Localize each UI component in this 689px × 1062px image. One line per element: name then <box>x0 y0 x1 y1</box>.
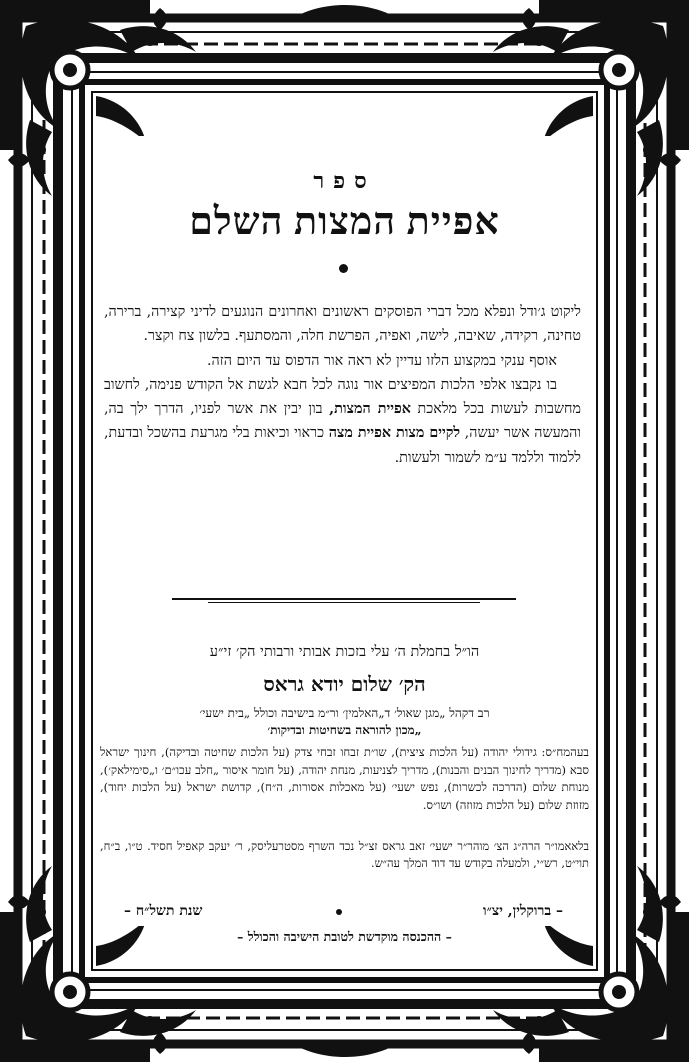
intro-paragraph-3 <box>104 373 581 470</box>
intro-p3-mid: בון יבין את אשר לפניו, הדרך ילך בה, והמעשה אשר יעשה, <box>104 401 582 442</box>
author-institute: „מכון להוראה בשחיטות ובדיקות׳ <box>267 723 422 737</box>
lineage-text: בלאאמו״ר הרה״ג הצ׳ מוהר״ר ישעי׳ זאב גראס זצ״ל נכד השרף מסטרעליסק, ר׳ יעקב קאפיל חסיד. ט״ו, ב״ח, תוי״ט, רש״י, ולמעלה בקודש עד דוד המלך עה״ש. <box>100 839 589 870</box>
imprint-year: שנת תשל״ח – <box>124 903 203 919</box>
proceeds-note: – ההכנסה מוקדשת לטובת הישיבה והכולל – <box>237 929 452 944</box>
imprint-dot <box>336 909 342 915</box>
divider-rule <box>172 598 516 600</box>
author-works <box>100 744 589 814</box>
intro-text <box>104 300 581 470</box>
author-name: הק׳ שלום יודא גראס <box>263 672 426 696</box>
title-page <box>96 140 593 944</box>
works-text: בעהמח״ס: גידולי יהודה (על הלכות ציצית), שו״ת זבחו זבחי צדק (על הלכות שחיטה ובדיקה), חינוך ישראל סבא (מדריך לחינוך הבנים והבנות), מדריך לצניעות, מנחת יהודה, (על חומר איסור „חלב עכו״ם׳ ו„סימילאק׳), מנוחת שלום (הדרכה לכשרות), נפש ישעי׳ (על מאכלות אסורות, ה״ח), קדושת ישראל (על הלכות יחוד), מזוזת שלום (על הלכות מזוזה) ושו״ס. <box>100 745 589 812</box>
author-lineage <box>100 838 589 872</box>
ornament-dot <box>339 264 348 273</box>
intro-p3-post: כראוי וכיאות בלי מגרעת בהשכל ובדעת, ללמוד וללמד ע״מ לשמור ולעשות. <box>104 425 581 466</box>
divider-rule-thin <box>208 602 480 603</box>
intro-paragraph-2: אוסף ענקי במקצוע הלזו עדיין לא ראה אור הדפוס עד היום הזה. <box>206 352 557 369</box>
book-label: ספר <box>313 168 376 194</box>
intro-paragraph-1: ליקוט ג׳ודל ונפלא מכל דברי הפוסקים ראשונים ואחרונים הנוגעים לדיני קצירה, ברירה, טחינה, רקידה, שאיבה, לישה, ואפיה, הפרשת חלה, והמסתעף. בלשון צח וקצר. <box>104 304 581 345</box>
author-title: רב דקהל „מגן שאול׳ ד„האלמין׳ ור״מ בישיבה וכולל „בית ישעי׳ <box>199 706 490 720</box>
intro-p3-pre: בו נקבצו אלפי הלכות המפיצים אור נוגה לכל חבא לגשת אל הקודש פנימה, לחשוב מחשבות לעשות בכל מלאכת <box>104 376 581 418</box>
dedication-line: הו״ל בחמלת ה׳ עלי בזכות אבותי ורבותי הק׳ זי״ע <box>209 644 480 660</box>
imprint-row <box>96 903 593 923</box>
book-title: אפיית המצות השלם <box>189 201 500 243</box>
intro-p3-bold1: אפיית המצות, <box>329 401 411 418</box>
intro-p3-bold2: לקיים מצות אפיית מצה <box>328 425 461 442</box>
imprint-place: – ברוקלין, יצ״ו <box>482 903 563 919</box>
